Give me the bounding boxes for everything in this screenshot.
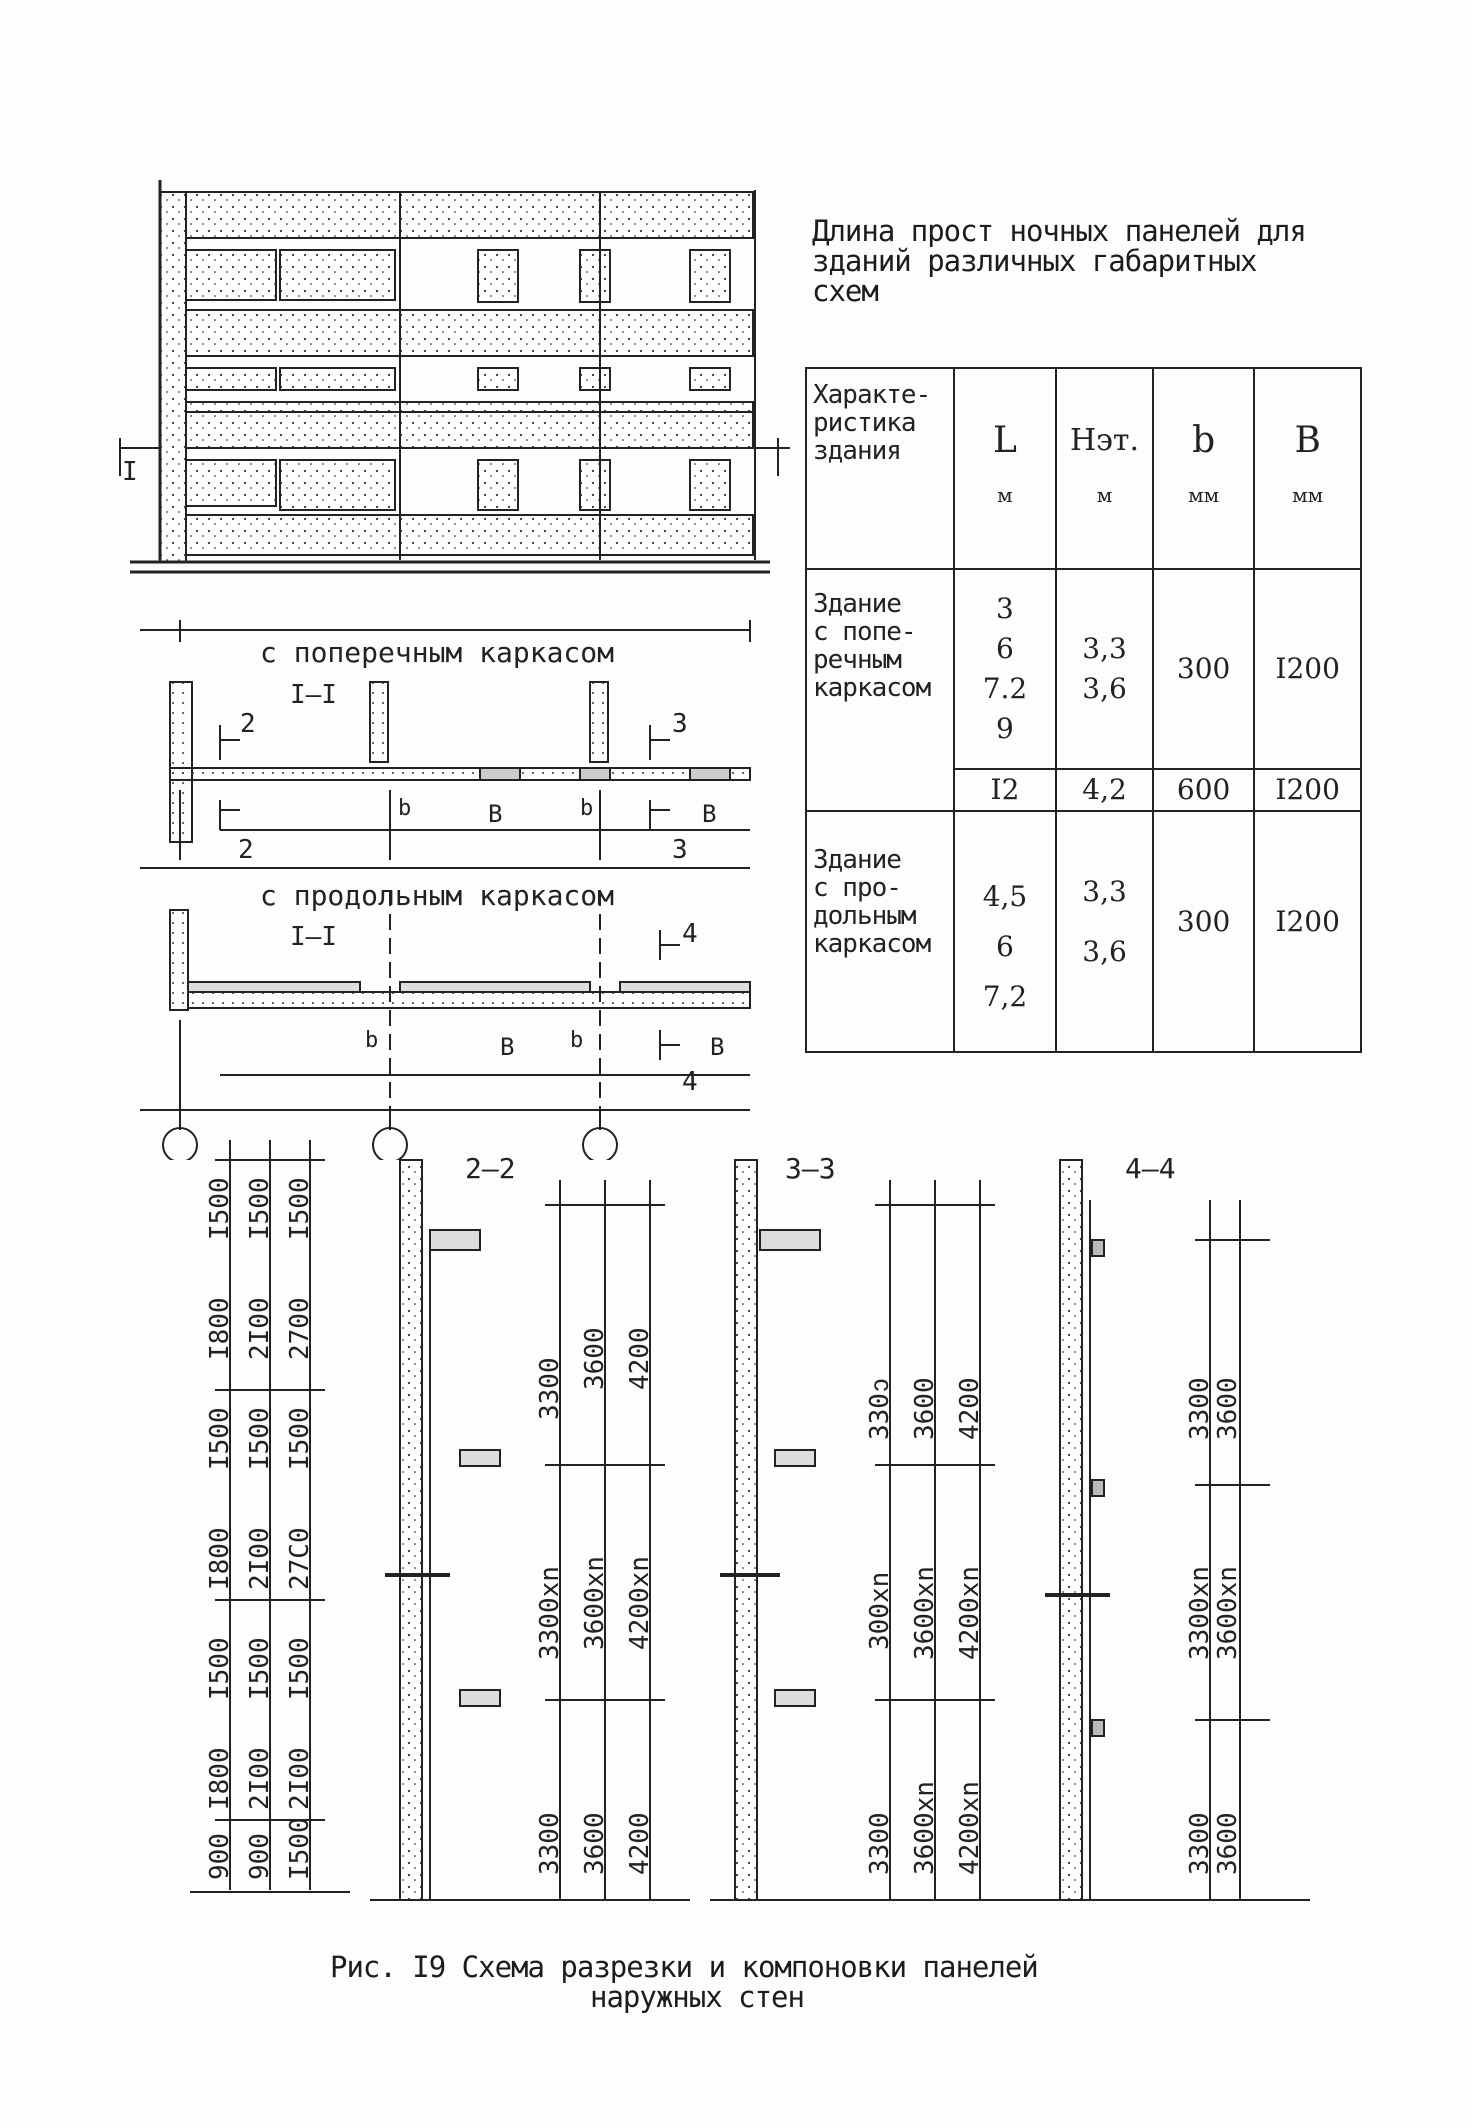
header-b-unit: мм <box>1188 483 1220 508</box>
section-title: 3–3 <box>785 1152 836 1185</box>
header-L-unit: м <box>997 483 1013 508</box>
left-dim-col2: 2I00 <box>245 1297 275 1360</box>
cell-Het <box>1056 811 1153 1052</box>
dim-4-4-c2: 3600xn <box>1213 1566 1243 1660</box>
left-dim-col3: 2700 <box>285 1297 315 1360</box>
row-characteristic-line: дольным <box>813 901 916 932</box>
table-caption-line: схем <box>812 274 878 308</box>
cell-L-value: 4,5 <box>982 879 1028 913</box>
left-dim-col3: I500 <box>285 1407 315 1470</box>
cell-L: I2 <box>954 769 1056 811</box>
dim-3-3-c1: 3300 <box>865 1812 895 1875</box>
dim-2-2-c2: 3600 <box>580 1327 610 1390</box>
left-dim-col2: 2I00 <box>245 1527 275 1590</box>
header-characteristic-line: ристика <box>813 408 916 438</box>
row-characteristic-line: речным <box>813 644 901 675</box>
cell-b: 300 <box>1153 811 1255 1052</box>
dim-3-3-c2: 3600 <box>910 1377 940 1440</box>
cell-Het: 4,2 <box>1056 769 1153 811</box>
dim-3-3-c1: 300xn <box>865 1571 895 1650</box>
row-characteristic-line: Здание <box>813 845 901 876</box>
longitudinal-section-label: I–I <box>290 922 337 952</box>
left-dim-col2: 900 <box>245 1833 275 1880</box>
dim-4-4-c2: 3600 <box>1213 1377 1243 1440</box>
header-characteristic <box>806 368 954 569</box>
left-dim-col2: I500 <box>245 1637 275 1700</box>
dim-B: B <box>488 800 503 828</box>
table-row <box>806 811 1361 1052</box>
left-dim-col3: 27C0 <box>285 1527 315 1590</box>
table-header-row <box>806 368 1361 569</box>
row-characteristic-line: с попе- <box>813 616 916 647</box>
figure-caption-line-1: Рис. I9 Схема разрезки и компоновки панелей <box>330 1950 1038 1984</box>
dim-2-2-c3: 4200 <box>625 1327 655 1390</box>
left-dim-col2: I500 <box>245 1407 275 1470</box>
header-Het-unit: м <box>1096 483 1113 508</box>
cell-L <box>954 811 1056 1052</box>
cell-Het-value: 3,3 <box>1082 875 1127 909</box>
dim-3-3-c3: 4200xn <box>955 1781 985 1875</box>
left-dim-col3: I500 <box>285 1177 315 1240</box>
table-caption-line: зданий различных габаритных <box>812 244 1257 278</box>
left-dim-col1: I500 <box>205 1407 235 1470</box>
row-characteristic-line: каркасом <box>813 929 931 960</box>
cell-Het <box>1056 569 1153 770</box>
cut-number: 3 <box>672 835 688 865</box>
row-characteristic <box>806 811 954 1052</box>
dim-2-2-c3: 4200xn <box>625 1556 655 1650</box>
dim-b: b <box>570 1028 584 1053</box>
dim-2-2-c1: 3300 <box>535 1812 565 1875</box>
cell-L-value: 7,2 <box>982 979 1028 1013</box>
cell-Het-value: 3,3 <box>1082 631 1127 665</box>
header-B <box>1254 368 1361 569</box>
left-dimension-columns <box>190 1120 350 1920</box>
dim-4-4-c2: 3600 <box>1213 1812 1243 1875</box>
dim-2-2-c1: 3300 <box>535 1357 565 1420</box>
row-characteristic-line: Здание <box>813 588 901 619</box>
cut-number: 4 <box>682 1067 698 1097</box>
dim-4-4-c1: 3300xn <box>1185 1566 1215 1660</box>
cell-b: 300 <box>1153 569 1255 770</box>
figure-caption-line-2: наружных стен <box>590 1980 804 2014</box>
section-title: 2–2 <box>465 1152 516 1185</box>
dim-2-2-c3: 4200 <box>625 1812 655 1875</box>
cell-L-value: 7.2 <box>982 671 1028 705</box>
dim-3-3-c3: 4200 <box>955 1377 985 1440</box>
dim-B: B <box>710 1033 725 1061</box>
cell-Het-value: 3,6 <box>1082 671 1127 705</box>
dim-2-2-c2: 3600 <box>580 1812 610 1875</box>
header-Het-symbol: Нэт. <box>1069 423 1140 459</box>
header-L <box>954 368 1056 569</box>
section-title: 4–4 <box>1125 1152 1176 1185</box>
table-caption <box>812 216 1372 306</box>
left-dim-col1: 900 <box>205 1833 235 1880</box>
left-dim-col3: 2I00 <box>285 1747 315 1810</box>
cell-B: I200 <box>1254 811 1361 1052</box>
dim-2-2-c2: 3600xn <box>580 1556 610 1650</box>
header-characteristic-line: Характе- <box>813 380 931 410</box>
row-characteristic-line: каркасом <box>813 672 931 703</box>
cell-B: I200 <box>1254 569 1361 770</box>
left-dim-col3: I500 <box>285 1817 315 1880</box>
header-b <box>1153 368 1255 569</box>
cell-L <box>954 569 1056 770</box>
header-characteristic-line: здания <box>813 436 901 466</box>
cut-number: 4 <box>682 919 698 949</box>
cut-mark-left: I <box>122 457 138 487</box>
facade-elevation <box>110 180 790 600</box>
transverse-section-label: I–I <box>290 680 337 710</box>
dim-4-4-c1: 3300 <box>1185 1377 1215 1440</box>
left-dim-col3: I500 <box>285 1637 315 1700</box>
left-dim-col1: I500 <box>205 1637 235 1700</box>
dim-b: b <box>398 796 412 821</box>
panel-length-table <box>805 367 1362 1053</box>
cell-L-value: 6 <box>996 929 1014 963</box>
dim-b: b <box>365 1028 379 1053</box>
left-dim-col2: I500 <box>245 1177 275 1240</box>
left-dim-col1: I800 <box>205 1297 235 1360</box>
cell-L-value: 9 <box>996 711 1014 745</box>
cut-number: 2 <box>240 709 256 739</box>
left-dim-col1: I800 <box>205 1527 235 1590</box>
header-B-unit: мм <box>1292 483 1324 508</box>
section-3-3 <box>710 1140 1030 1920</box>
transverse-title: с поперечным каркасом <box>260 636 615 669</box>
cell-B: I200 <box>1254 769 1361 811</box>
header-L-symbol: L <box>993 420 1017 462</box>
left-dim-col1: I800 <box>205 1747 235 1810</box>
header-Het <box>1056 368 1153 569</box>
left-dim-col2: 2I00 <box>245 1747 275 1810</box>
cell-Het-value: 3,6 <box>1082 935 1127 969</box>
dim-B: B <box>500 1033 515 1061</box>
longitudinal-title: с продольным каркасом <box>260 879 615 912</box>
section-4-4 <box>1030 1140 1330 1920</box>
row-characteristic-line: с про- <box>813 873 901 904</box>
dim-2-2-c1: 3300xn <box>535 1566 565 1660</box>
table-caption-line: Длина прост ночных панелей для <box>812 214 1306 248</box>
cell-L-value: 6 <box>996 631 1014 665</box>
figure-caption <box>330 1952 1230 2012</box>
cell-b: 600 <box>1153 769 1255 811</box>
row-characteristic <box>806 569 954 812</box>
dim-3-3-c3: 4200xn <box>955 1566 985 1660</box>
section-2-2 <box>370 1140 690 1920</box>
dim-B: B <box>702 800 717 828</box>
left-dim-col1: I500 <box>205 1177 235 1240</box>
header-b-symbol: b <box>1192 420 1216 462</box>
cut-number: 2 <box>238 835 254 865</box>
dim-4-4-c1: 3300 <box>1185 1812 1215 1875</box>
dim-b: b <box>580 796 594 821</box>
cut-number: 3 <box>672 709 688 739</box>
dim-3-3-c2: 3600xn <box>910 1781 940 1875</box>
header-B-symbol: B <box>1294 420 1321 462</box>
dim-3-3-c1: 330ↄ <box>865 1377 895 1440</box>
dim-3-3-c2: 3600xn <box>910 1566 940 1660</box>
plan-sections <box>100 600 780 1160</box>
table-row <box>806 569 1361 770</box>
cell-L-value: 3 <box>996 591 1014 625</box>
